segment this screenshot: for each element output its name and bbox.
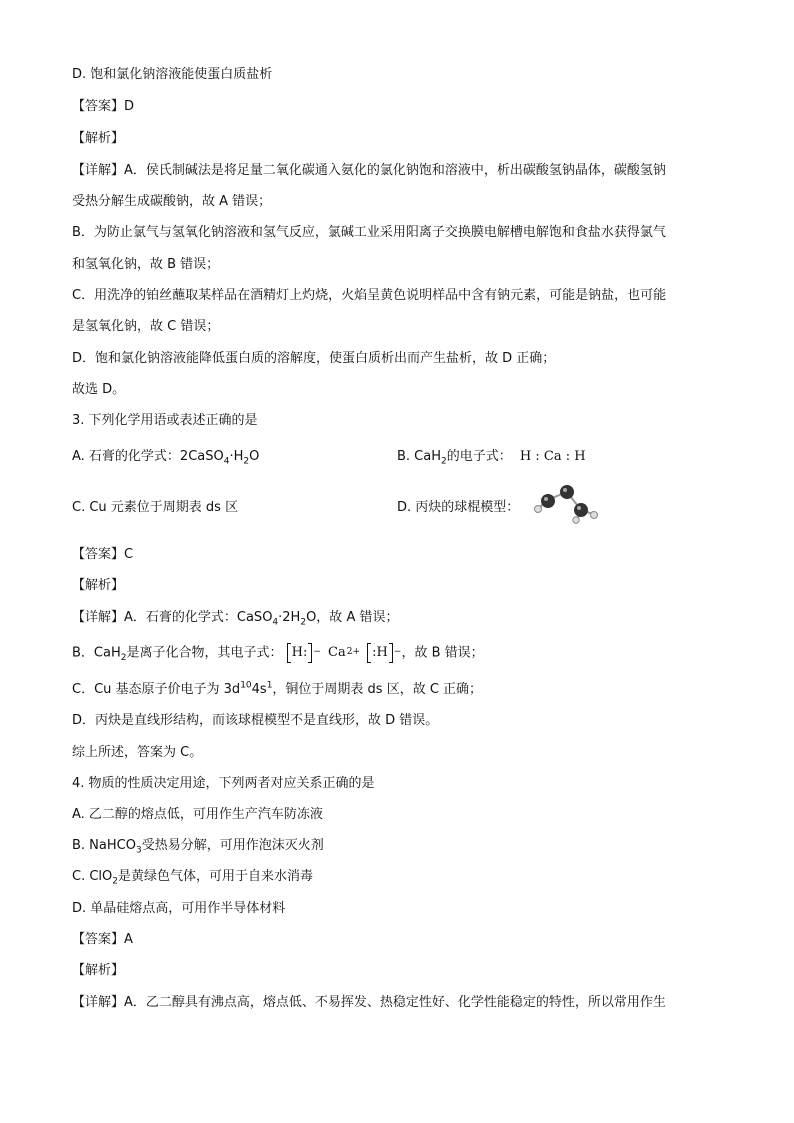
analysis-heading: 【解析】 (72, 963, 125, 978)
detail-line: D．饱和氯化钠溶液能降低蛋白质的溶解度，使蛋白质析出而产生盐析，故 D 正确； (72, 351, 556, 366)
detail-line: C．Cu 基态原子价电子为 $3d^{10}4s^1$，铜位于周期表 ds 区，故 C 正确； (72, 680, 483, 697)
question-4-option-d: D. 单晶硅熔点高，可用作半导体材料 (72, 901, 286, 916)
question-3-option-b: B. CaH$_2$的电子式： H : Ca : H (397, 449, 586, 467)
answer-line: 【答案】A (72, 932, 133, 947)
detail-line: 和氢氧化钠，故 B 错误； (72, 257, 220, 272)
propyne-ball-stick-model-image (533, 484, 603, 524)
analysis-heading: 【解析】 (72, 131, 125, 146)
question-3-option-d: D. 丙炔的球棍模型： (397, 500, 520, 515)
answer-line: 【答案】C (72, 547, 134, 562)
answer-line: 【答案】D (72, 99, 135, 114)
detail-line: 【详解】A．石膏的化学式：$CaSO_4\cdot 2H_2O$，故 A 错误； (72, 610, 399, 628)
question-4-option-c: C. ClO$_2$是黄绿色气体，可用于自来水消毒 (72, 869, 314, 887)
ionic-electron-formula: H: − $Ca^{2+}$ :H − (287, 643, 402, 663)
question-4-option-a: A. 乙二醇的熔点低，可用作生产汽车防冻液 (72, 807, 323, 822)
detail-line: 是氢氧化钠，故 C 错误； (72, 319, 220, 334)
detail-line: B．为防止氯气与氢氧化钠溶液和氢气反应，氯碱工业采用阳离子交换膜电解槽电解饱和食盐水获得氯气 (72, 225, 666, 240)
question-3-option-c: C. Cu 元素位于周期表 ds 区 (72, 500, 239, 515)
detail-line: B．CaH$_2$是离子化合物，其电子式： H: − $Ca^{2+}$ :H −，故 B 错误； (72, 645, 484, 664)
electron-formula: H : Ca : H (519, 449, 586, 464)
detail-line: D．丙炔是直线形结构，而该球棍模型不是直线形，故 D 错误。 (72, 713, 439, 728)
detail-line: 【详解】A．乙二醇具有沸点高，熔点低、不易挥发、热稳定性好、化学性能稳定的特性，所以常用作生 (72, 995, 666, 1010)
question-3-stem: 3. 下列化学用语或表述正确的是 (72, 413, 258, 428)
detail-line: C．用洗净的铂丝蘸取某样品在酒精灯上灼烧，火焰呈黄色说明样品中含有钠元素，可能是钠盐，也可能 (72, 288, 667, 303)
question-4-option-b: B. NaHCO$_3$受热易分解，可用作泡沫灭火剂 (72, 838, 324, 856)
analysis-heading: 【解析】 (72, 578, 125, 593)
option-d-line: D. 饱和氯化钠溶液能使蛋白质盐析 (72, 67, 273, 82)
detail-line: 【详解】A．侯氏制碱法是将足量二氧化碳通入氨化的氯化钠饱和溶液中，析出碳酸氢钠晶体，碳酸氢钠 (72, 163, 666, 178)
conclusion-line: 故选 D。 (72, 382, 126, 397)
detail-line: 受热分解生成碳酸钠，故 A 错误； (72, 194, 272, 209)
conclusion-line: 综上所述，答案为 C。 (72, 745, 203, 760)
question-3-option-a: A. 石膏的化学式：$2CaSO_4\cdot H_2O$ (72, 449, 260, 467)
question-4-stem: 4. 物质的性质决定用途，下列两者对应关系正确的是 (72, 776, 375, 791)
